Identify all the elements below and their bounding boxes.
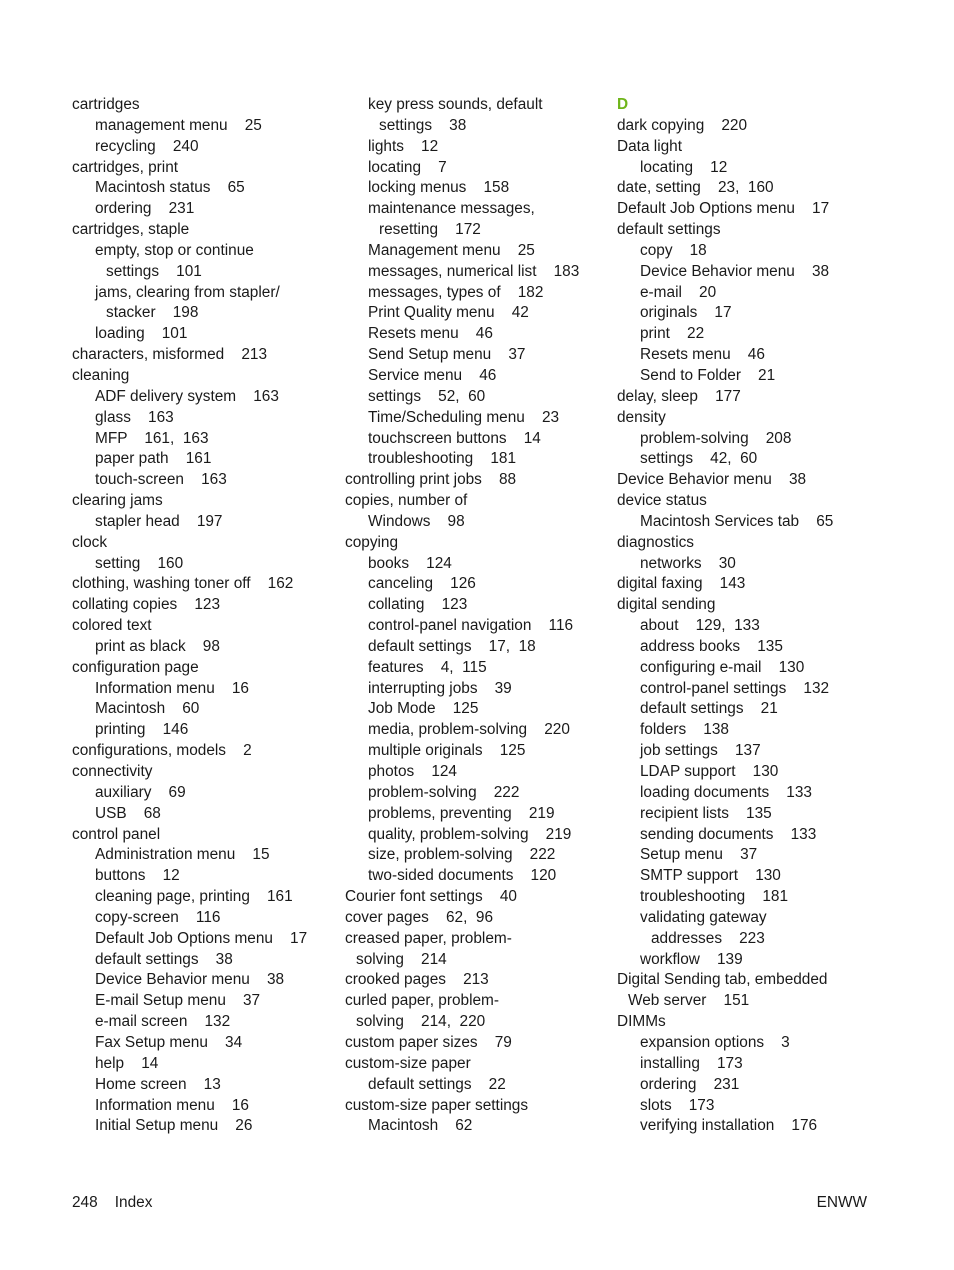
index-entry: installing 173 [640,1054,743,1072]
index-entry: settings 42, 60 [640,450,758,468]
index-entry: MFP 161, 163 [95,429,209,447]
index-entry: validating gateway [640,908,767,926]
index-entry: Information menu 16 [95,1096,249,1114]
index-entry: cartridges, print [72,158,179,176]
index-entry: Data light [617,137,683,155]
index-entry: paper path 161 [95,450,212,468]
index-entry: cartridges [72,96,140,113]
index-entry: Default Job Options menu 17 [95,929,308,947]
index-entry: recipient lists 135 [640,804,772,822]
index-entry: Device Behavior menu 38 [617,471,807,489]
index-entry: E-mail Setup menu 37 [95,992,261,1010]
index-entry: Home screen 13 [95,1075,221,1093]
index-entry: settings 52, 60 [368,387,486,405]
index-entry: settings 101 [106,262,202,280]
index-entry: clock [72,533,108,551]
index-entry: density [617,408,666,426]
index-entry: dark copying 220 [617,116,748,134]
index-entry: messages, types of 182 [368,283,544,301]
index-entry: workflow 139 [640,950,743,968]
index-entry: date, setting 23, 160 [617,179,774,197]
index-entry: glass 163 [95,408,174,426]
index-entry: problems, preventing 219 [368,804,555,822]
index-entry: device status [617,492,707,510]
index-entry: canceling 126 [368,575,476,593]
index-entry: empty, stop or continue [95,241,254,259]
index-entry: digital faxing 143 [617,575,746,593]
index-entry: books 124 [368,554,452,572]
index-entry: Print Quality menu 42 [368,304,529,322]
index-entry: networks 30 [640,554,736,572]
index-entry: problem-solving 208 [640,429,792,447]
index-letter-heading: D [617,96,629,113]
index-entry: two-sided documents 120 [368,867,557,885]
index-entry: characters, misformed 213 [72,346,268,364]
index-entry: ordering 231 [95,200,195,218]
index-entry: setting 160 [95,554,184,572]
index-entry: buttons 12 [95,867,180,885]
index-entry: USB 68 [95,804,161,822]
index-entry: troubleshooting 181 [368,450,517,468]
index-entry: expansion options 3 [640,1033,790,1051]
index-entry: media, problem-solving 220 [368,721,570,739]
index-entry: SMTP support 130 [640,867,781,885]
index-entry: connectivity [72,763,153,780]
index-entry: custom-size paper [345,1054,471,1072]
index-entry: Macintosh Services tab 65 [640,512,834,530]
index-column-2 [345,95,607,1137]
index-entry: settings 38 [379,116,467,134]
index-entry: Initial Setup menu 26 [95,1117,253,1135]
index-entry: configuration page [72,658,199,676]
index-entry: Fax Setup menu 34 [95,1033,243,1051]
index-entry: cover pages 62, 96 [345,908,494,926]
index-entry: Setup menu 37 [640,846,758,864]
index-entry: solving 214, 220 [356,1013,486,1031]
index-entry: control-panel navigation 116 [368,617,574,635]
index-entry: help 14 [95,1054,159,1072]
index-entry: clothing, washing toner off 162 [72,575,294,593]
index-entry: configurations, models 2 [72,742,252,760]
index-entry: Management menu 25 [368,241,535,259]
index-entry: ordering 231 [640,1075,740,1093]
index-entry: loading 101 [95,325,188,343]
index-entry: default settings 38 [95,950,233,968]
index-entry: stapler head 197 [95,512,223,530]
index-entry: quality, problem-solving 219 [368,825,572,843]
index-entry: print as black 98 [95,637,220,655]
index-entry: Web server 151 [628,992,750,1010]
index-entry: Job Mode 125 [368,700,479,718]
index-entry: copies, number of [345,492,468,510]
index-entry: messages, numerical list 183 [368,262,580,280]
index-entry: default settings 17, 18 [368,637,536,655]
index-entry: curled paper, problem- [345,992,499,1010]
index-entry: clearing jams [72,492,163,510]
index-entry: ADF delivery system 163 [95,387,279,405]
index-entry: multiple originals 125 [368,742,526,760]
index-entry: default settings 22 [368,1075,506,1093]
index-entry: e-mail screen 132 [95,1013,231,1031]
doc-code-footer: ENWW [816,1194,867,1211]
index-column-3 [617,95,879,1137]
index-entry: control panel [72,825,161,843]
index-entry: Send Setup menu 37 [368,346,526,364]
index-entry: Courier font settings 40 [345,888,517,906]
index-entry: Windows 98 [368,512,465,530]
index-entry: Macintosh 62 [368,1117,473,1135]
index-entry: jams, clearing from stapler/ [95,283,280,301]
index-entry: Resets menu 46 [368,325,493,343]
page-number-footer: 248 Index [72,1194,153,1211]
index-entry: locating 12 [640,158,728,176]
index-entry: photos 124 [368,763,457,780]
index-entry: slots 173 [640,1096,715,1114]
index-entry: Resets menu 46 [640,346,765,364]
index-entry: locating 7 [368,158,447,176]
index-entry: LDAP support 130 [640,763,779,780]
index-entry: folders 138 [640,721,729,739]
index-entry: key press sounds, default [368,96,543,113]
index-entry: Digital Sending tab, embedded [617,971,828,989]
index-entry: control-panel settings 132 [640,679,830,697]
index-entry: verifying installation 176 [640,1117,818,1135]
index-entry: touchscreen buttons 14 [368,429,541,447]
index-entry: default settings [617,221,721,239]
index-entry: digital sending [617,596,716,614]
index-entry: colored text [72,617,152,635]
index-entry: Time/Scheduling menu 23 [368,408,560,426]
index-entry: management menu 25 [95,116,262,134]
index-entry: default settings 21 [640,700,778,718]
index-entry: copy-screen 116 [95,908,221,926]
index-entry: Macintosh status 65 [95,179,245,197]
index-entry: printing 146 [95,721,189,739]
index-entry: DIMMs [617,1013,666,1031]
index-entry: Default Job Options menu 17 [617,200,830,218]
index-entry: Administration menu 15 [95,846,270,864]
index-entry: configuring e-mail 130 [640,658,805,676]
index-entry: creased paper, problem- [345,929,512,947]
index-entry: collating copies 123 [72,596,221,614]
index-entry: auxiliary 69 [95,783,186,801]
index-entry: maintenance messages, [368,200,535,218]
index-entry: solving 214 [356,950,447,968]
index-entry: interrupting jobs 39 [368,679,512,697]
index-entry: copying [345,533,399,551]
index-entry: resetting 172 [379,221,481,239]
index-entry: features 4, 115 [368,658,487,676]
index-entry: lights 12 [368,137,439,155]
index-entry: copy 18 [640,241,707,259]
index-column-1 [72,95,334,1137]
index-entry: cleaning page, printing 161 [95,888,293,906]
index-entry: Information menu 16 [95,679,249,697]
index-entry: Send to Folder 21 [640,366,776,384]
index-entry: sending documents 133 [640,825,817,843]
index-entry: diagnostics [617,533,694,551]
index-entry: address books 135 [640,637,783,655]
index-entry: Device Behavior menu 38 [95,971,285,989]
index-entry: Service menu 46 [368,366,497,384]
index-entry: cleaning [72,366,130,384]
index-entry: cartridges, staple [72,221,190,239]
index-entry: print 22 [640,325,705,343]
index-entry: about 129, 133 [640,617,760,635]
index-entry: recycling 240 [95,137,199,155]
index-entry: originals 17 [640,304,732,322]
index-entry: locking menus 158 [368,179,510,197]
index-entry: Device Behavior menu 38 [640,262,830,280]
index-entry: size, problem-solving 222 [368,846,556,864]
index-entry: touch-screen 163 [95,471,227,489]
index-entry: controlling print jobs 88 [345,471,517,489]
index-entry: problem-solving 222 [368,783,520,801]
index-entry: custom-size paper settings [345,1096,529,1114]
index-entry: delay, sleep 177 [617,387,741,405]
index-entry: custom paper sizes 79 [345,1033,512,1051]
index-entry: crooked pages 213 [345,971,489,989]
index-entry: job settings 137 [640,742,761,760]
index-entry: e-mail 20 [640,283,717,301]
index-entry: loading documents 133 [640,783,812,801]
index-entry: troubleshooting 181 [640,888,789,906]
index-entry: collating 123 [368,596,468,614]
index-entry: Macintosh 60 [95,700,200,718]
index-entry: stacker 198 [106,304,199,322]
index-entry: addresses 223 [651,929,765,947]
